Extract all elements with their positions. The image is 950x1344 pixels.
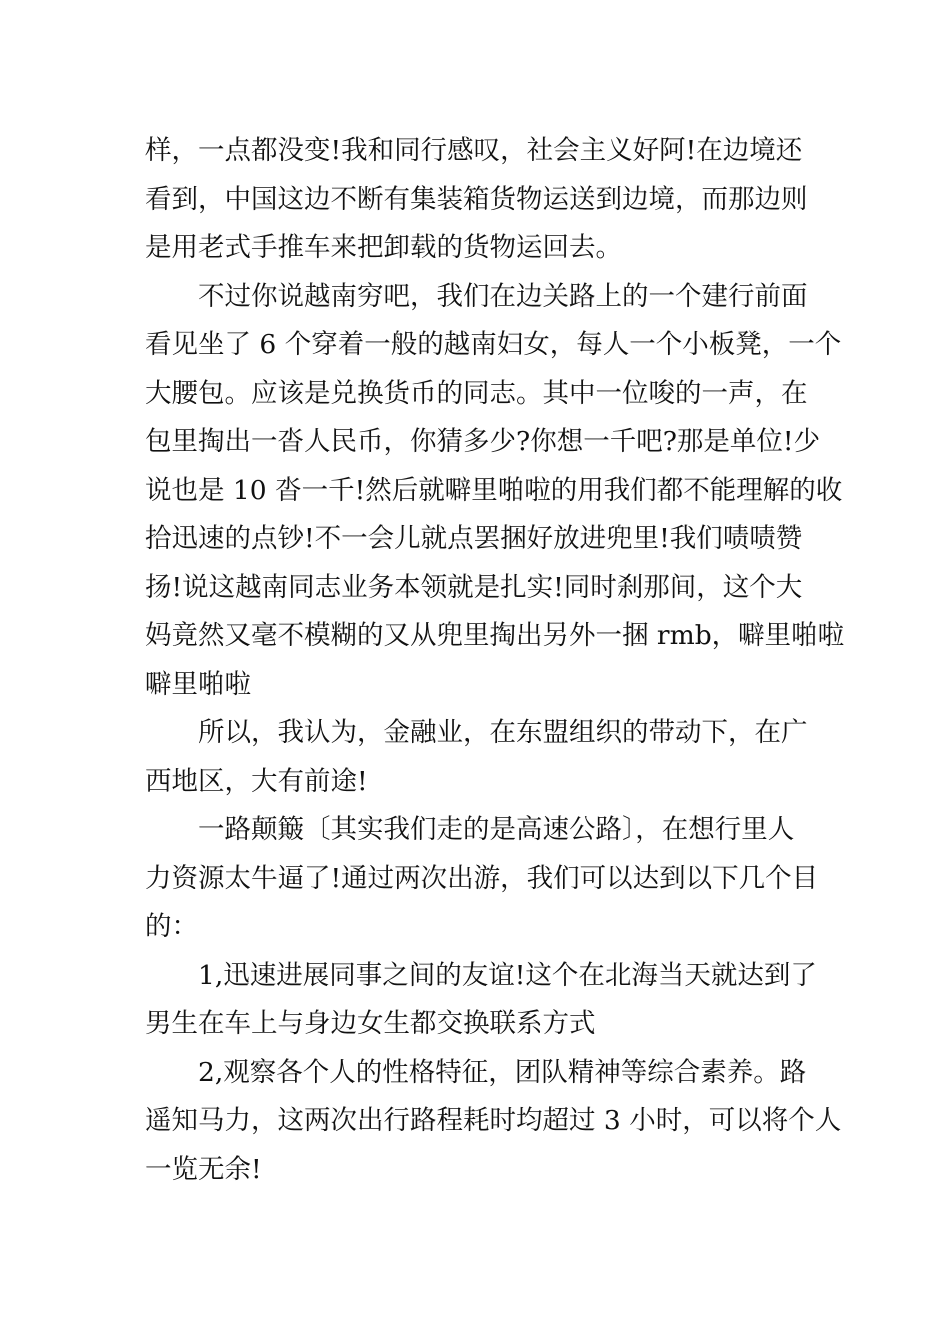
text-line: 一路颠簸〔其实我们走的是高速公路〕，在想行里人 [198, 814, 795, 845]
text-line: 一览无余! [145, 1153, 262, 1185]
paragraph-1 [145, 127, 809, 273]
text-line: 力资源太牛逼了!通过两次出游，我们可以达到以下几个目 [145, 862, 819, 894]
paragraph-6 [145, 1049, 842, 1195]
text-line: 看到，中国这边不断有集装箱货物运送到边境，而那边则 [145, 183, 808, 215]
text-line: 妈竟然又毫不模糊的又从兜里掏出另外一捆 rmb，噼里啪啦 [145, 620, 845, 651]
text-line: 遥知马力，这两次出行路程耗时均超过 3 小时，可以将个人 [145, 1105, 842, 1136]
paragraph-4 [145, 806, 819, 952]
text-line: 包里掏出一沓人民币，你猜多少?你想一千吧?那是单位!少 [145, 426, 821, 457]
text-line: 说也是 10 沓一千!然后就噼里啪啦的用我们都不能理解的收 [145, 474, 843, 506]
text-line: 看见坐了 6 个穿着一般的越南妇女，每人一个小板凳，一个 [145, 329, 842, 360]
text-line: 1,迅速进展同事之间的友谊!这个在北海当天就达到了 [198, 959, 817, 991]
text-line: 西地区，大有前途! [145, 765, 368, 797]
paragraph-2 [145, 273, 845, 710]
text-line: 所以，我认为，金融业，在东盟组织的带动下，在广 [198, 717, 808, 748]
paragraph-5 [145, 952, 817, 1049]
text-line: 不过你说越南穷吧，我们在边关路上的一个建行前面 [198, 280, 808, 312]
body-text [145, 127, 845, 1194]
text-line: 扬!说这越南同志业务本领就是扎实!同时刹那间，这个大 [145, 571, 803, 603]
text-line: 大腰包。应该是兑换货币的同志。其中一位唆的一声，在 [145, 377, 808, 409]
text-line: 样，一点都没变!我和同行感叹，社会主义好阿!在边境还 [145, 135, 803, 166]
text-line: 男生在车上与身边女生都交换联系方式 [145, 1008, 596, 1039]
paragraph-3 [145, 709, 809, 806]
text-line: 是用老式手推车来把卸载的货物运回去。 [145, 232, 622, 263]
text-line: 的： [145, 911, 198, 942]
text-line: 噼里啪啦 [145, 668, 251, 700]
text-line: 2,观察各个人的性格特征，团队精神等综合素养。路 [198, 1056, 807, 1088]
text-line: 拾迅速的点钞!不一会儿就点罢捆好放进兜里!我们啧啧赞 [145, 523, 803, 554]
